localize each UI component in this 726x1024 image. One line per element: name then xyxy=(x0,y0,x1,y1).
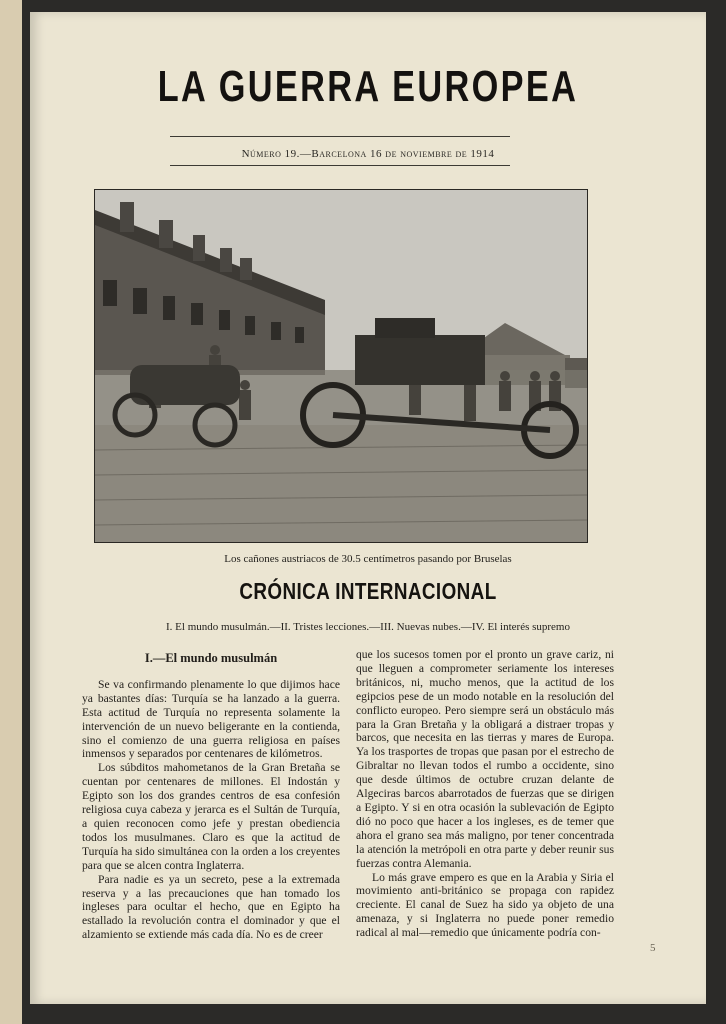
paragraph: que los sucesos tomen por el pronto un grave cariz, ni que lleguen a comprometer seriamente los intereses británicos, ni, mucho menos, que la actitud de los egipcios pese de un modo notable en la resolución del conflicto europeo. Pero siempre será un obstáculo más para la Gran Bretaña y la obligará a distraer tropas y barcos, que necesita en las tierras y mares de Europa. Ya los trasportes de tropas que pasan por el estrecho de Gibraltar no llevan todos el rumbo a occidente, sino que desde últimos de octubre cruzan delante de Algeciras barcos abarrotados de fuerzas que se dirigen a Egipto. Y si en otra ocasión la sublevación de Egipto dió no poco que hacer a los ingleses, es de temer que ahora el grano sea más maligno, por tener concentrada la atención la metrópoli en otra parte y deber reunir sus fuerzas contra Alemania. xyxy=(356,648,614,870)
paragraph: Para nadie es ya un secreto, pese a la extremada reserva y a las precauciones que han tomado los ingleses para ocultar el hecho, que en Egipto ha estallado la revolución contra el dominador y que el alzamiento se extiende más cada día. No es de creer xyxy=(82,872,340,942)
left-column xyxy=(82,648,340,942)
section-summary: I. El mundo musulmán.—II. Tristes lecciones.—III. Nuevas nubes.—IV. El interés supremo xyxy=(166,621,570,633)
bottom-rule xyxy=(170,165,510,166)
issue-line: Número 19.—Barcelona 16 de noviembre de 1914 xyxy=(241,148,495,160)
paragraph: Los súbditos mahometanos de la Gran Bretaña se cuentan por centenares de millones. El Indostán y Egipto son los dos grandes centros de esa confesión religiosa cuya cabeza y jerarca es el Sultán de Turquía, a quien reconocen como jefe y prestan obediencia todos los musulmanes. Claro es que la actitud de Turquía ha sido simultánea con la orden a los creyentes para que se alcen contra Inglaterra. xyxy=(82,761,340,872)
scan-edge xyxy=(0,0,22,1024)
masthead-title: LA GUERRA EUROPEA xyxy=(157,62,579,111)
subhead-mundo-musulman: I.—El mundo musulmán xyxy=(144,651,278,665)
section-title: CRÓNICA INTERNACIONAL xyxy=(239,578,497,604)
artillery-photo-illustration xyxy=(95,190,587,542)
paragraph: Se va confirmando plenamente lo que dijimos hace ya bastantes días: Turquía se ha lanzado a la guerra. Esta actitud de Turquía no representa solamente la intervención de un nuevo beligerante en la contienda, sino el comienzo de una guerra religiosa en países inmensos y separados por centenares de kilómetros. xyxy=(82,677,340,761)
top-rule xyxy=(170,136,510,137)
newspaper-page xyxy=(30,12,706,1004)
right-column xyxy=(356,648,614,940)
page-mark: 5 xyxy=(650,942,656,954)
front-page-photo xyxy=(94,189,588,543)
photo-caption: Los cañones austriacos de 30.5 centímetros pasando por Bruselas xyxy=(224,553,512,565)
paragraph: Lo más grave empero es que en la Arabia y Siria el movimiento anti-británico se propaga con rapidez creciente. El canal de Suez ha sido ya objeto de una amenaza, y si Inglaterra no puede poner remedio radical al mal—remedio que únicamente podría con- xyxy=(356,870,614,940)
